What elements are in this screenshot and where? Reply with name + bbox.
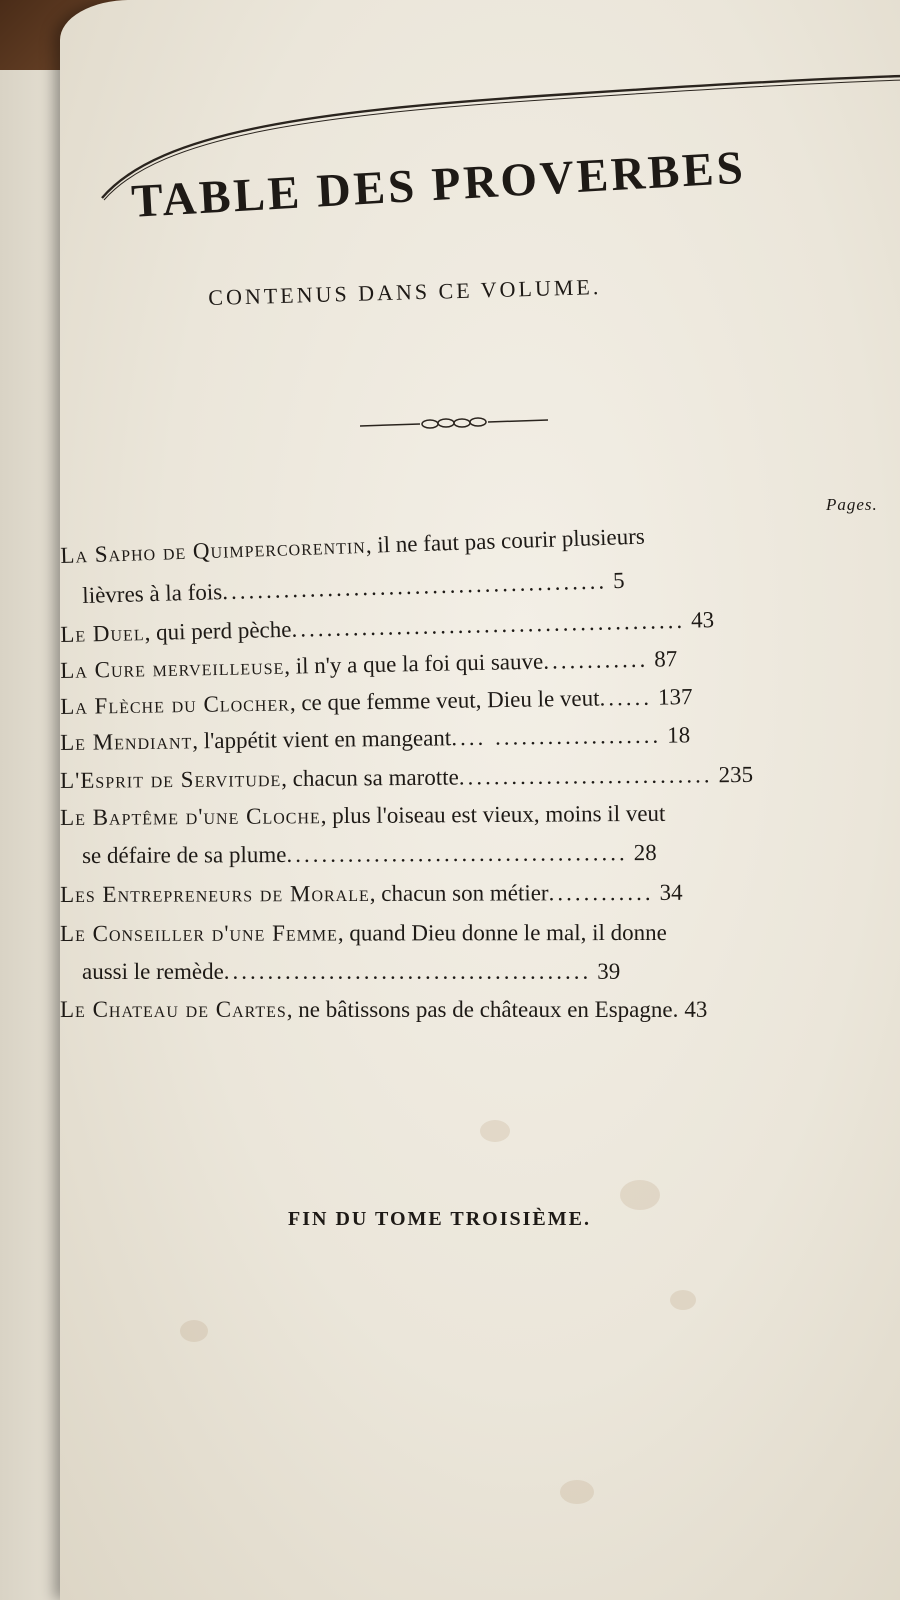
toc-entry-proverb: , l'appétit vient en mangeant: [192, 725, 452, 754]
toc-entry-continuation: se défaire de sa plume....................................... 28: [82, 839, 657, 868]
toc-entry-page: 34: [659, 879, 683, 905]
toc-entry-continuation: aussi le remède.......................................... 39: [82, 959, 621, 984]
toc-entry-page: 43: [690, 607, 715, 633]
foxing-spot: [180, 1320, 208, 1342]
toc-entry-title: Le Chateau de Cartes: [60, 997, 287, 1022]
foxing-spot: [670, 1290, 696, 1310]
toc-entry: Le Mendiant, l'appétit vient en mangeant.... ................... 18: [60, 722, 691, 755]
toc-entry: [60, 801, 665, 831]
foxing-spot: [560, 1480, 594, 1504]
toc-entry: La Flèche du Clocher, ce que femme veut, Dieu le veut...... 137: [60, 684, 693, 719]
toc-entry-page: 39: [597, 959, 621, 984]
toc-entry-title: Le Baptême d'une Cloche: [60, 803, 321, 830]
toc-entry-title: Le Mendiant: [60, 728, 193, 755]
page-subtitle: CONTENUS DANS CE VOLUME.: [208, 274, 602, 310]
toc-entry-page: 43: [684, 997, 708, 1022]
toc-entry-page: 18: [667, 722, 691, 748]
toc-entry: L'Esprit de Servitude, chacun sa marotte............................. 235: [60, 761, 754, 793]
toc-entry-page: 5: [612, 567, 625, 594]
toc-entry-continuation: lièvres à la fois............................................ 5: [82, 567, 625, 608]
pages-column-label: Pages.: [826, 495, 878, 514]
volume-end-note: FIN DU TOME TROISIÈME.: [288, 1208, 591, 1230]
toc-entry-page: 28: [633, 839, 657, 866]
toc-entry-proverb-continued: aussi le remède: [82, 959, 224, 984]
foxing-spot: [480, 1120, 510, 1142]
foxing-spot: [620, 1180, 660, 1210]
toc-entry-proverb: , chacun sa marotte: [281, 764, 459, 792]
toc-entry: Les Entrepreneurs de Morale, chacun son métier............ 34: [60, 879, 683, 907]
book-page: [60, 0, 900, 1600]
toc-entry-proverb: , il ne faut pas courir plusieurs: [365, 523, 646, 558]
toc-entry-title: Les Entrepreneurs de Morale: [60, 880, 370, 907]
table-of-contents: [60, 0, 900, 1100]
toc-entry-title: L'Esprit de Servitude: [60, 766, 282, 793]
toc-entry-page: 235: [718, 761, 754, 788]
toc-entry-proverb: , il n'y a que la foi qui sauve: [284, 648, 544, 679]
toc-entry-title: La Flèche du Clocher: [60, 690, 291, 719]
toc-entry-proverb: , qui perd pèche: [144, 616, 292, 646]
toc-entry: Le Duel, qui perd pèche............................................. 43: [60, 607, 715, 647]
toc-entry-title: La Cure merveilleuse: [60, 653, 285, 683]
toc-entry-title: Le Conseiller d'une Femme: [60, 920, 338, 946]
toc-entry-proverb: , quand Dieu donne le mal, il donne: [337, 919, 667, 946]
toc-entry-proverb: , ne bâtissons pas de châteaux en Espagne.: [286, 997, 679, 1022]
toc-entry: [60, 997, 707, 1023]
toc-entry-proverb-continued: se défaire de sa plume: [82, 841, 287, 868]
toc-entry: [60, 524, 645, 569]
toc-entry-title: Le Duel: [60, 620, 145, 647]
page-title: TABLE DES PROVERBES: [130, 141, 748, 228]
toc-entry-page: 137: [657, 684, 693, 710]
toc-entry-proverb-continued: lièvres à la fois: [82, 579, 223, 608]
toc-entry-title: La Sapho de Quimpercorentin: [60, 532, 367, 568]
toc-entry-page: 87: [653, 646, 678, 672]
toc-entry: [60, 920, 667, 947]
toc-entry-proverb: , ce que femme veut, Dieu le veut: [289, 685, 600, 716]
toc-entry: La Cure merveilleuse, il n'y a que la foi qui sauve............ 87: [60, 646, 678, 683]
toc-entry-proverb: , chacun son métier: [369, 880, 549, 906]
toc-entry-proverb: , plus l'oiseau est vieux, moins il veut: [320, 800, 666, 829]
